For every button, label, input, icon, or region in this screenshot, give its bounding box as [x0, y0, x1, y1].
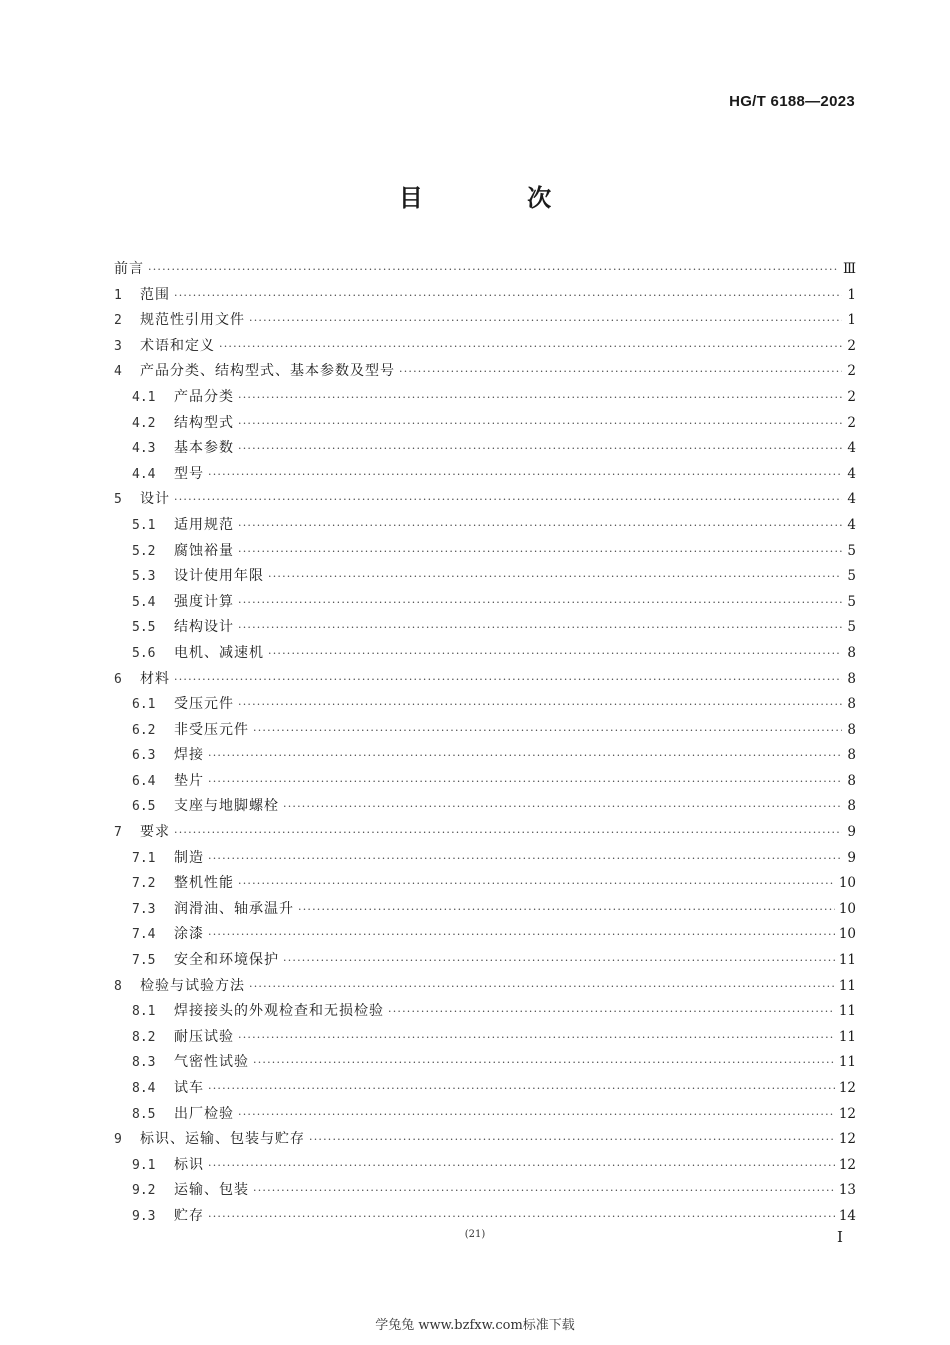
toc-entry-title: 润滑油、轴承温升: [174, 900, 294, 917]
toc-entry[interactable]: [114, 975, 856, 1001]
toc-entry[interactable]: [114, 335, 856, 361]
toc-leader-dots: [268, 570, 842, 583]
toc-entry-title: 焊接: [174, 747, 204, 764]
toc-entry-title: 设计: [140, 491, 170, 508]
toc-entry-page: 5: [847, 568, 856, 585]
toc-entry-title: 强度计算: [174, 593, 234, 610]
toc-leader-dots: [208, 928, 835, 941]
watermark-text: 学兔兔 www.bzfxw.com标准下载: [375, 1318, 575, 1333]
table-of-contents: [114, 258, 856, 1231]
toc-entry[interactable]: [114, 540, 856, 566]
toc-leader-dots: [208, 775, 842, 788]
toc-entry-number: 7.3: [132, 901, 156, 917]
toc-entry-page: 12: [838, 1156, 856, 1173]
toc-entry[interactable]: [114, 693, 856, 719]
toc-entry-title: 结构型式: [174, 414, 234, 431]
toc-entry-number: 4.2: [132, 415, 156, 431]
toc-entry-page: 5: [847, 619, 856, 636]
toc-entry-number: 8.5: [132, 1106, 156, 1122]
toc-entry-page: 10: [838, 926, 856, 943]
toc-entry-title: 产品分类: [174, 388, 234, 405]
footer-page-marker: (21): [464, 1229, 486, 1240]
toc-entry[interactable]: [114, 898, 856, 924]
toc-entry[interactable]: [114, 514, 856, 540]
toc-entry-page: 8: [847, 772, 856, 789]
toc-entry-number: 4.3: [132, 441, 156, 457]
toc-entry-title: 材料: [140, 670, 170, 687]
toc-entry-title: 耐压试验: [174, 1028, 234, 1045]
toc-entry[interactable]: [114, 1128, 856, 1154]
toc-entry-page: 8: [847, 798, 856, 815]
toc-entry[interactable]: [114, 1000, 856, 1026]
toc-entry-page: 8: [847, 696, 856, 713]
toc-entry-number: 6.3: [132, 748, 156, 764]
toc-entry-title: 支座与地脚螺栓: [174, 798, 279, 815]
toc-entry[interactable]: [114, 1154, 856, 1180]
toc-entry-title: 气密性试验: [174, 1054, 249, 1071]
toc-entry-page: 11: [838, 952, 856, 969]
toc-entry-number: 2: [114, 313, 122, 329]
toc-entry-page: 11: [838, 1003, 856, 1020]
toc-leader-dots: [208, 852, 842, 865]
toc-entry[interactable]: [114, 591, 856, 617]
toc-entry[interactable]: [114, 847, 856, 873]
toc-entry-number: 6.5: [132, 799, 156, 815]
toc-entry-number: 4: [114, 364, 122, 380]
toc-entry-number: 8.2: [132, 1029, 156, 1045]
toc-entry-page: 12: [838, 1080, 856, 1096]
toc-entry[interactable]: [114, 795, 856, 821]
toc-entry[interactable]: [114, 1103, 856, 1129]
toc-entry-page: 11: [838, 1054, 856, 1071]
toc-entry-title: 受压元件: [174, 696, 234, 713]
toc-entry-title: 检验与试验方法: [140, 977, 245, 994]
toc-entry[interactable]: [114, 386, 856, 412]
toc-leader-dots: [219, 340, 842, 353]
toc-entry-number: 5.4: [132, 594, 156, 610]
toc-entry-number: 5.2: [132, 543, 156, 559]
toc-entry[interactable]: [114, 463, 856, 489]
toc-entry-page: 12: [838, 1131, 856, 1148]
toc-entry[interactable]: [114, 565, 856, 591]
toc-entry-number: 7.4: [132, 927, 156, 943]
toc-entry[interactable]: [114, 719, 856, 745]
toc-leader-dots: [208, 1210, 835, 1223]
toc-entry[interactable]: [114, 412, 856, 438]
toc-entry[interactable]: [114, 616, 856, 642]
toc-entry-number: 7.1: [132, 850, 156, 866]
page-title: 目 次: [398, 184, 600, 212]
toc-leader-dots: [283, 954, 835, 967]
toc-leader-dots: [174, 826, 842, 839]
toc-entry[interactable]: [114, 360, 856, 386]
toc-leader-dots: [148, 263, 839, 276]
toc-entry-number: 5.3: [132, 569, 156, 585]
toc-entry[interactable]: [114, 284, 856, 310]
toc-leader-dots: [238, 1031, 835, 1044]
toc-entry-title: 电机、减速机: [174, 644, 264, 661]
toc-leader-dots: [249, 314, 842, 327]
toc-entry[interactable]: [114, 437, 856, 463]
toc-entry-page: 4: [847, 516, 856, 533]
toc-entry[interactable]: [114, 488, 856, 514]
toc-leader-dots: [174, 493, 842, 506]
toc-entry[interactable]: [114, 1205, 856, 1231]
toc-entry[interactable]: [114, 872, 856, 898]
toc-entry-title: 制造: [174, 849, 204, 866]
toc-entry-page: 2: [847, 388, 856, 405]
toc-leader-dots: [238, 1108, 835, 1121]
toc-entry-number: 4.1: [132, 389, 156, 405]
toc-entry-title: 术语和定义: [140, 337, 215, 354]
toc-entry-number: 5.5: [132, 620, 156, 636]
toc-leader-dots: [309, 1133, 835, 1146]
toc-entry-page: 10: [838, 900, 856, 917]
toc-entry-number: 8.3: [132, 1055, 156, 1071]
toc-entry-number: 5: [114, 492, 122, 508]
toc-entry-number: 4.4: [132, 466, 156, 482]
toc-entry-number: 6.4: [132, 773, 156, 789]
toc-entry-title: 设计使用年限: [174, 568, 264, 585]
toc-entry[interactable]: [114, 744, 856, 770]
toc-entry-page: 5: [847, 593, 856, 610]
toc-leader-dots: [238, 391, 842, 404]
toc-entry[interactable]: [114, 770, 856, 796]
toc-leader-dots: [238, 877, 835, 890]
toc-entry[interactable]: [114, 1077, 856, 1103]
toc-leader-dots: [238, 545, 842, 558]
toc-entry-title: 焊接接头的外观检查和无损检验: [174, 1003, 384, 1020]
toc-entry-page: 4: [847, 440, 856, 457]
toc-leader-dots: [208, 749, 842, 762]
toc-entry-page: 1: [847, 286, 856, 303]
toc-leader-dots: [238, 621, 842, 634]
toc-entry-number: 9: [114, 1132, 122, 1148]
toc-entry-title: 型号: [174, 465, 204, 482]
toc-entry-title: 标识: [174, 1156, 204, 1173]
toc-leader-dots: [283, 800, 842, 813]
toc-entry-number: 9.2: [132, 1183, 156, 1199]
toc-leader-dots: [249, 980, 835, 993]
toc-entry[interactable]: [114, 1179, 856, 1205]
toc-entry-page: 2: [847, 337, 856, 354]
toc-entry-number: 7: [114, 825, 122, 841]
toc-entry-page: 8: [847, 644, 856, 661]
toc-leader-dots: [238, 519, 842, 532]
toc-entry-page: 13: [838, 1182, 856, 1199]
toc-leader-dots: [174, 673, 842, 686]
toc-entry-title: 出厂检验: [174, 1105, 234, 1122]
toc-leader-dots: [238, 417, 842, 430]
toc-entry-title: 规范性引用文件: [140, 312, 245, 329]
toc-entry-title: 整机性能: [174, 875, 234, 892]
toc-entry-title: 基本参数: [174, 440, 234, 457]
toc-entry-page: 8: [847, 721, 856, 738]
toc-entry-title: 涂漆: [174, 926, 204, 943]
toc-entry-title: 垫片: [174, 772, 204, 789]
toc-entry-number: 8.4: [132, 1081, 156, 1096]
toc-entry-title: 安全和环境保护: [174, 952, 279, 969]
toc-entry-page: 8: [847, 670, 856, 687]
toc-entry[interactable]: [114, 668, 856, 694]
toc-entry-title: 要求: [140, 824, 170, 841]
toc-entry-number: 3: [114, 338, 122, 354]
roman-page-number: I: [837, 1228, 843, 1246]
toc-entry-page: Ⅲ: [842, 261, 856, 277]
toc-entry-title: 前言: [114, 261, 144, 277]
toc-leader-dots: [399, 365, 842, 378]
toc-entry-page: 4: [847, 465, 856, 482]
toc-leader-dots: [388, 1005, 835, 1018]
toc-entry-page: 9: [847, 849, 856, 866]
toc-entry-number: 1: [114, 287, 122, 303]
toc-leader-dots: [238, 596, 842, 609]
toc-entry-page: 4: [847, 491, 856, 508]
toc-entry[interactable]: [114, 258, 856, 284]
toc-entry-page: 11: [838, 1028, 856, 1045]
toc-entry-title: 试车: [174, 1080, 204, 1096]
toc-leader-dots: [208, 1082, 835, 1095]
toc-entry-page: 2: [847, 363, 856, 380]
toc-entry[interactable]: [114, 821, 856, 847]
toc-entry-page: 5: [847, 542, 856, 559]
toc-entry[interactable]: [114, 642, 856, 668]
toc-entry-title: 范围: [140, 286, 170, 303]
toc-entry-number: 6: [114, 671, 122, 687]
toc-entry-number: 6.1: [132, 697, 156, 713]
toc-entry-number: 7.2: [132, 876, 156, 892]
standard-number: HG/T 6188—2023: [729, 93, 855, 110]
toc-entry-title: 非受压元件: [174, 721, 249, 738]
toc-entry-number: 6.2: [132, 722, 156, 738]
toc-leader-dots: [268, 647, 842, 660]
toc-entry[interactable]: [114, 949, 856, 975]
toc-entry-page: 9: [847, 824, 856, 841]
toc-entry[interactable]: [114, 1051, 856, 1077]
toc-entry-title: 适用规范: [174, 516, 234, 533]
toc-entry-number: 8: [114, 978, 122, 994]
toc-leader-dots: [174, 289, 842, 302]
toc-entry-title: 结构设计: [174, 619, 234, 636]
toc-entry-page: 11: [838, 977, 856, 994]
toc-entry-number: 5.1: [132, 517, 156, 533]
toc-entry-page: 14: [838, 1207, 856, 1224]
toc-entry-page: 8: [847, 747, 856, 764]
toc-entry-page: 10: [838, 875, 856, 892]
toc-entry[interactable]: [114, 923, 856, 949]
toc-entry-page: 12: [838, 1105, 856, 1122]
toc-leader-dots: [298, 903, 835, 916]
toc-entry-number: 7.5: [132, 953, 156, 969]
toc-entry-number: 5.6: [132, 645, 156, 661]
toc-entry-number: 8.1: [132, 1004, 156, 1020]
toc-entry-title: 产品分类、结构型式、基本参数及型号: [140, 363, 395, 380]
toc-leader-dots: [253, 724, 842, 737]
toc-entry-title: 贮存: [174, 1207, 204, 1224]
toc-entry-number: 9.1: [132, 1157, 156, 1173]
toc-entry-title: 标识、运输、包装与贮存: [140, 1131, 305, 1148]
toc-entry-page: 1: [847, 312, 856, 329]
toc-leader-dots: [253, 1184, 835, 1197]
toc-entry-title: 腐蚀裕量: [174, 542, 234, 559]
toc-entry-number: 9.3: [132, 1208, 156, 1224]
toc-leader-dots: [238, 442, 842, 455]
toc-leader-dots: [253, 1056, 835, 1069]
toc-entry-page: 2: [847, 414, 856, 431]
toc-leader-dots: [208, 1159, 835, 1172]
toc-entry[interactable]: [114, 1026, 856, 1052]
toc-leader-dots: [208, 468, 842, 481]
toc-entry[interactable]: [114, 309, 856, 335]
toc-leader-dots: [238, 698, 842, 711]
toc-entry-title: 运输、包装: [174, 1182, 249, 1199]
